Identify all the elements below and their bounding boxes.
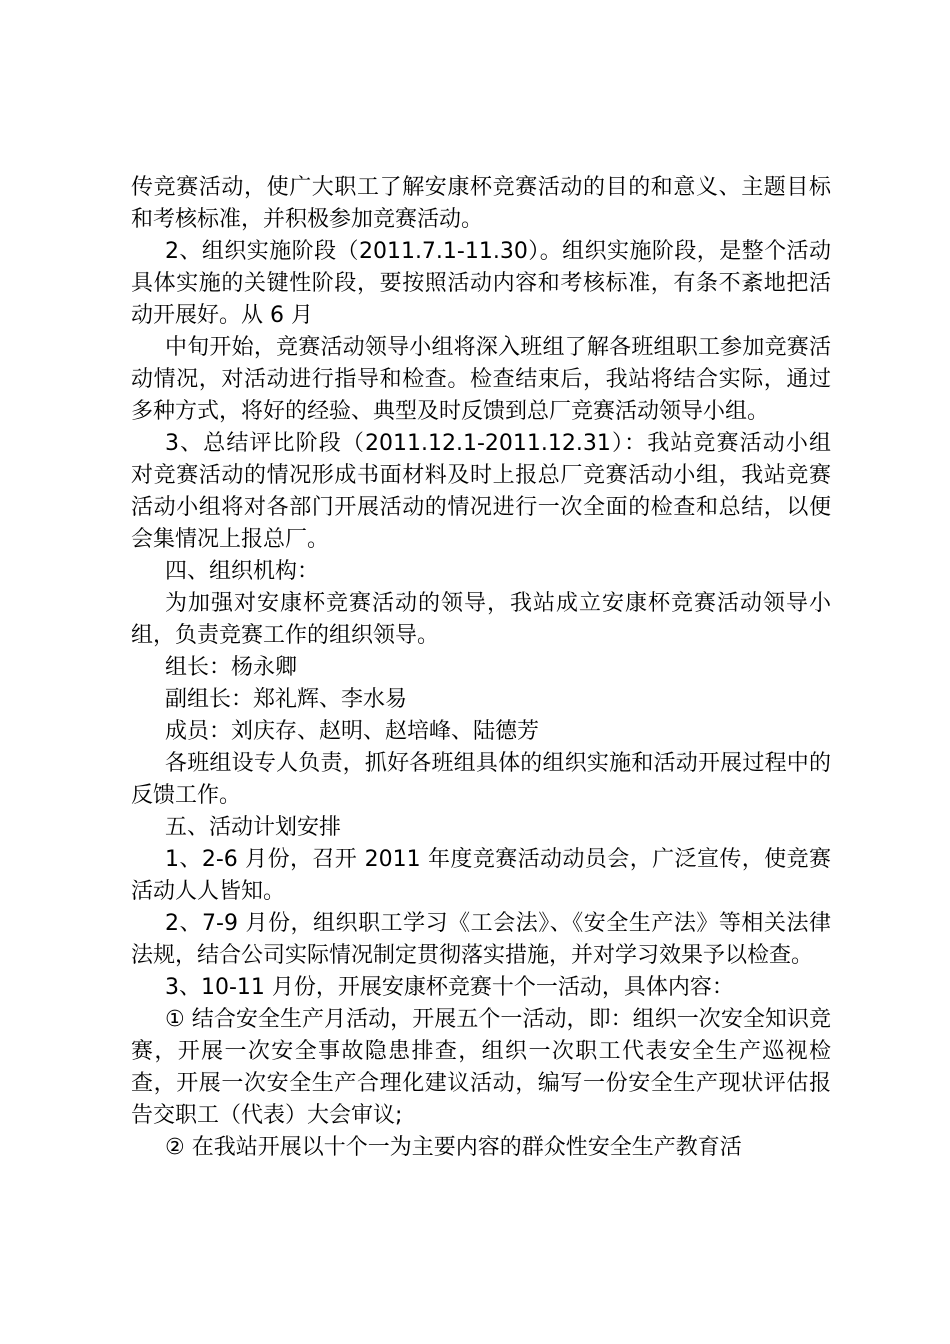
section-heading-plan: 五、活动计划安排 [165, 815, 342, 840]
paragraph-stage-implementation-continued: 中旬开始，竞赛活动领导小组将深入班组了解各班组职工参加竞赛活动情况，对活动进行指导和检查。检查结束后，我站将结合实际，通过多种方式，将好的经验、典型及时反馈到总厂竞赛活动领导小组。 [131, 335, 831, 424]
plan-item-2: 2、7-9 月份，组织职工学习《工会法》、《安全生产法》等相关法律法规，结合公司实际情况制定贯彻落实措施，并对学习效果予以检查。 [131, 911, 831, 968]
document-body [131, 172, 831, 1164]
paragraph-stage-implementation: 2、组织实施阶段（2011.7.1-11.30）。组织实施阶段，是整个活动具体实施的关键性阶段，要按照活动内容和考核标准，有条不紊地把活动开展好。从 6 月 [131, 239, 831, 328]
plan-item-3: 3、10-11 月份，开展安康杯竞赛十个一活动，具体内容： [165, 975, 734, 1000]
paragraph-stage-summary: 3、总结评比阶段（2011.12.1-2011.12.31）：我站竞赛活动小组对竞赛活动的情况形成书面材料及时上报总厂竞赛活动小组，我站竞赛活动小组将对各部门开展活动的情况进行一次全面的检查和总结，以便会集情况上报总厂。 [131, 431, 831, 552]
team-leader-line: 组长：杨永卿 [165, 655, 298, 680]
paragraph-leadership-group: 为加强对安康杯竞赛活动的领导，我站成立安康杯竞赛活动领导小组，负责竞赛工作的组织领导。 [131, 591, 831, 648]
paragraph-team-responsibility: 各班组设专人负责，抓好各班组具体的组织实施和活动开展过程中的反馈工作。 [131, 751, 831, 808]
plan-subitem-1: ① 结合安全生产月活动，开展五个一活动，即：组织一次安全知识竞赛，开展一次安全事故隐患排查，组织一次职工代表安全生产巡视检查，开展一次安全生产合理化建议活动，编写一份安全生产现状评估报告交职工（代表）大会审议; [131, 1007, 831, 1128]
section-heading-organization: 四、组织机构： [165, 559, 320, 584]
plan-item-1: 1、2-6 月份，召开 2011 年度竞赛活动动员会，广泛宣传，使竞赛活动人人皆知。 [131, 847, 831, 904]
deputy-leader-line: 副组长：郑礼辉、李水易 [165, 687, 408, 712]
members-line: 成员：刘庆存、赵明、赵培峰、陆德芳 [165, 719, 540, 744]
plan-subitem-2: ② 在我站开展以十个一为主要内容的群众性安全生产教育活 [165, 1135, 742, 1160]
paragraph-intro-continuation: 传竞赛活动，使广大职工了解安康杯竞赛活动的目的和意义、主题目标和考核标准，并积极参加竞赛活动。 [131, 175, 831, 232]
